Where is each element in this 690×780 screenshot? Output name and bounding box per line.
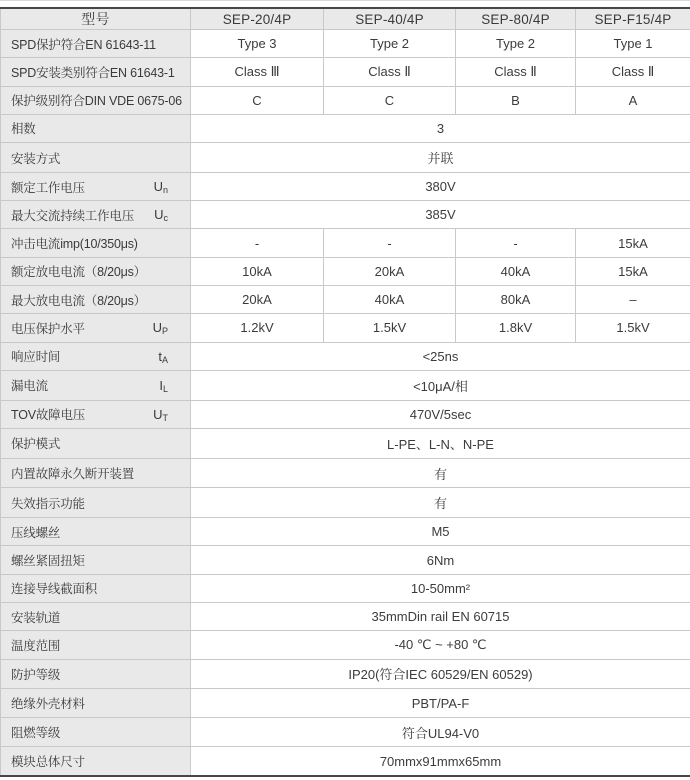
spec-value: 20kA: [191, 286, 324, 314]
spec-row: [1, 201, 690, 229]
row-label-text: 保护级别符合DIN VDE 0675-06: [11, 94, 182, 109]
spec-row: [1, 58, 690, 86]
spec-value: Type 2: [456, 30, 576, 58]
spec-value: 40kA: [456, 257, 576, 285]
row-label-text: 保护模式: [11, 437, 61, 452]
spec-value: B: [456, 86, 576, 114]
row-label-text: 连接导线截面积: [11, 582, 98, 597]
row-label-text: 电压保护水平: [11, 321, 85, 336]
spec-value-merged: 6Nm: [191, 546, 690, 574]
row-label: [1, 603, 191, 631]
row-label-text: SPD安装类别符合EN 61643-1: [11, 65, 175, 80]
spec-value-merged: 有: [191, 488, 690, 518]
spec-value: -: [456, 229, 576, 257]
row-label-text: 响应时间: [11, 350, 61, 365]
spec-value-merged: L-PE、L-N、N-PE: [191, 428, 690, 458]
symbol-up: $U_P$: [152, 320, 168, 337]
row-label: [1, 428, 191, 458]
spec-row: [1, 747, 690, 776]
spec-row: [1, 518, 690, 546]
spec-value: 15kA: [576, 257, 690, 285]
row-label: [1, 143, 191, 173]
spec-row: [1, 314, 690, 342]
spec-row: [1, 114, 690, 142]
spec-row: [1, 370, 690, 400]
spec-value: 1.2kV: [191, 314, 324, 342]
spec-value: 20kA: [324, 257, 456, 285]
row-label-text: 螺丝紧固扭矩: [11, 554, 85, 569]
spec-value: Class Ⅱ: [324, 58, 456, 86]
spec-row: [1, 458, 690, 488]
spec-row: [1, 30, 690, 58]
row-label-text: 安装轨道: [11, 610, 61, 625]
symbol-ut: $U_T$: [153, 406, 168, 423]
spec-value-merged: 35mmDin rail EN 60715: [191, 603, 690, 631]
spec-value-merged: 470V/5sec: [191, 400, 690, 428]
header-model-sep-20-4p: SEP-20/4P: [191, 8, 324, 30]
header-model-title: 型号: [1, 8, 191, 30]
row-label: [1, 518, 191, 546]
header-model-sep-40-4p: SEP-40/4P: [324, 8, 456, 30]
row-label-text: SPD保护符合EN 61643-11: [11, 37, 156, 52]
spec-value: -: [324, 229, 456, 257]
spd-spec-table: [0, 7, 690, 777]
spec-value-merged: <25ns: [191, 342, 690, 370]
row-label-text: 绝缘外壳材料: [11, 697, 85, 712]
spec-value: 1.8kV: [456, 314, 576, 342]
symbol-uc: $U_c$: [154, 207, 168, 224]
spec-row: [1, 86, 690, 114]
spec-value-merged: IP20(符合IEC 60529/EN 60529): [191, 659, 690, 689]
row-label: [1, 58, 191, 86]
row-label: [1, 631, 191, 659]
spec-value-merged: 3: [191, 114, 690, 142]
row-label-text: 阻燃等级: [11, 726, 61, 741]
row-label: [1, 659, 191, 689]
row-label-text: TOV故障电压: [11, 408, 86, 423]
spec-row: [1, 428, 690, 458]
row-label-text: 最大交流持续工作电压: [11, 208, 135, 223]
spec-value-merged: PBT/PA-F: [191, 689, 690, 717]
symbol-un: $U_n$: [153, 179, 168, 196]
spec-row: [1, 659, 690, 689]
row-label-text: 内置故障永久断开装置: [11, 467, 135, 482]
spec-value: –: [576, 286, 690, 314]
spec-value-merged: 并联: [191, 143, 690, 173]
row-label: [1, 400, 191, 428]
spec-value-merged: 10-50mm²: [191, 574, 690, 602]
spec-value: 1.5kV: [324, 314, 456, 342]
row-label: [1, 286, 191, 314]
spec-row: [1, 400, 690, 428]
row-label: [1, 257, 191, 285]
spec-value-merged: 385V: [191, 201, 690, 229]
spec-row: [1, 257, 690, 285]
row-label: [1, 689, 191, 717]
spec-rows: [1, 30, 690, 777]
spec-row: [1, 342, 690, 370]
spec-value: Type 2: [324, 30, 456, 58]
row-label: [1, 488, 191, 518]
spec-value: 1.5kV: [576, 314, 690, 342]
spec-value-merged: 有: [191, 458, 690, 488]
row-label-text: 漏电流: [11, 379, 48, 394]
row-label: [1, 314, 191, 342]
row-label: [1, 342, 191, 370]
page-top-rule: [0, 0, 690, 1]
spec-value: 40kA: [324, 286, 456, 314]
row-label-text: 额定工作电压: [11, 180, 85, 195]
header-model-sep-f15-4p: SEP-F15/4P: [576, 8, 690, 30]
row-label-text: 防护等级: [11, 667, 61, 682]
spec-value: Type 3: [191, 30, 324, 58]
spec-value: Class Ⅱ: [576, 58, 690, 86]
header-model-sep-80-4p: SEP-80/4P: [456, 8, 576, 30]
row-label-text: 额定放电电流（8/20μs）: [11, 265, 146, 280]
spec-value-merged: M5: [191, 518, 690, 546]
row-label: [1, 172, 191, 200]
row-label-text: 压线螺丝: [11, 525, 61, 540]
row-label: [1, 114, 191, 142]
spec-value-merged: <10μA/相: [191, 370, 690, 400]
row-label: [1, 574, 191, 602]
row-label-text: 相数: [11, 122, 36, 137]
spec-row: [1, 488, 690, 518]
spec-value: 15kA: [576, 229, 690, 257]
spec-value: Class Ⅲ: [191, 58, 324, 86]
symbol-il: $I_L$: [159, 377, 168, 394]
spec-value: A: [576, 86, 690, 114]
spec-row: [1, 286, 690, 314]
spec-row: [1, 574, 690, 602]
row-label: [1, 201, 191, 229]
row-label: [1, 370, 191, 400]
spec-row: [1, 717, 690, 747]
row-label: [1, 30, 191, 58]
spec-value: Type 1: [576, 30, 690, 58]
row-label-text: 最大放电电流（8/20μs）: [11, 293, 146, 308]
row-label: [1, 747, 191, 776]
symbol-ta: $t_A$: [158, 348, 168, 365]
spec-value-merged: 符合UL94-V0: [191, 717, 690, 747]
spec-row: [1, 546, 690, 574]
spec-row: [1, 631, 690, 659]
row-label-text: 温度范围: [11, 638, 61, 653]
row-label: [1, 458, 191, 488]
spec-value: Class Ⅱ: [456, 58, 576, 86]
spec-row: [1, 143, 690, 173]
spec-value: C: [324, 86, 456, 114]
spec-row: [1, 172, 690, 200]
row-label-text: 冲击电流imp(10/350μs): [11, 237, 138, 252]
row-label-text: 模块总体尺寸: [11, 755, 85, 770]
row-label-text: 失效指示功能: [11, 496, 85, 511]
header-row: [1, 8, 690, 30]
spec-value: -: [191, 229, 324, 257]
row-label: [1, 229, 191, 257]
spec-row: [1, 229, 690, 257]
row-label: [1, 86, 191, 114]
spec-value-merged: 380V: [191, 172, 690, 200]
spec-value: 80kA: [456, 286, 576, 314]
spec-row: [1, 603, 690, 631]
row-label: [1, 546, 191, 574]
spec-value-merged: 70mmx91mmx65mm: [191, 747, 690, 776]
spec-value: 10kA: [191, 257, 324, 285]
spec-value: C: [191, 86, 324, 114]
spec-value-merged: -40 ℃ ~ +80 ℃: [191, 631, 690, 659]
spec-row: [1, 689, 690, 717]
row-label: [1, 717, 191, 747]
row-label-text: 安装方式: [11, 151, 61, 166]
